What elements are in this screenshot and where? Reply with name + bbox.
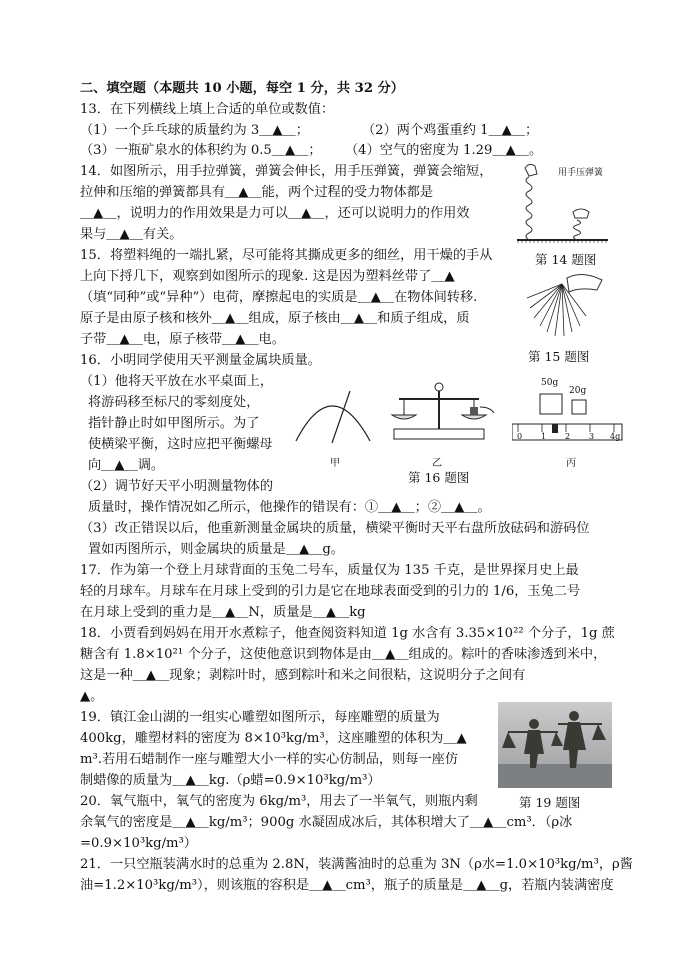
fig16-gauge-jia xyxy=(292,381,374,451)
q17-line3: 在月球上受到的重力是＿▲＿N，质量是＿▲＿kg xyxy=(80,605,366,620)
fig16-caption: 第 16 题图 xyxy=(408,470,470,485)
q13-item4: （4）空气的密度为 1.29＿▲＿。 xyxy=(345,143,543,158)
q14-line1: 14．如图所示，用手拉弹簧，弹簧会伸长，用手压弹簧，弹簧会缩短， xyxy=(80,164,493,179)
q19-line1: 19．镇江金山湖的一组实心雕塑如图所示，每座雕塑的质量为 xyxy=(80,710,440,725)
fig16-label-bing: 丙 xyxy=(566,458,576,469)
q14-line4: 果与＿▲＿有关。 xyxy=(80,227,183,242)
q13-item1: （1）一个乒乓球的质量约为 3＿▲＿； xyxy=(80,123,309,138)
q18-line2: 糖含有 1.8×10²¹ 个分子，这使他意识到物体是由＿▲＿组成的。粽叶的香味渗透到米中， xyxy=(80,647,607,662)
q16-1-line2: 将游码移至标尺的零刻度处， xyxy=(88,395,260,410)
q19-line3: m³.若用石蜡制作一座与雕塑大小一样的实心仿制品，则每一座仿 xyxy=(80,752,459,767)
q15-line3: （填“同种”或“异种”）电荷，摩擦起电的实质是＿▲＿在物体间转移. xyxy=(80,290,478,305)
q20-line3: =0.9×10³kg/m³） xyxy=(80,836,197,851)
q15-line4: 原子是由原子核和核外＿▲＿组成，原子核由＿▲＿和质子组成，质 xyxy=(80,311,470,326)
q13-stem: 13．在下列横线上填上合适的单位或数值： xyxy=(80,102,335,117)
fig16-weight-50g: 50g xyxy=(541,378,559,388)
q21-line2: 油=1.2×10³kg/m³），则该瓶的容积是＿▲＿cm³，瓶子的质量是＿▲＿g，若瓶内装满密度 xyxy=(80,878,614,893)
q16-2-line2: 质量时，操作情况如乙所示，他操作的错误有：①＿▲＿；②＿▲＿。 xyxy=(88,500,491,515)
scale-tick-2: 2 xyxy=(565,432,571,441)
fig14-caption: 第 14 题图 xyxy=(535,252,597,267)
scale-tick-1: 1 xyxy=(541,432,547,441)
q16-3-line1: （3）改正错误以后，他重新测量金属块的质量，横梁平衡时天平右盘所放砝码和游码位 xyxy=(80,521,590,536)
section-title: 二、填空题（本题共 10 小题，每空 1 分，共 32 分） xyxy=(80,81,404,96)
q13-item3: （3）一瓶矿泉水的体积约为 0.5＿▲＿； xyxy=(80,143,322,158)
q16-1-line4: 使横梁平衡，这时应把平衡螺母 xyxy=(88,437,273,452)
q17-line1: 17．作为第一个登上月球背面的玉兔二号车，质量仅为 135 千克，是世界探月史上最 xyxy=(80,563,579,578)
fig19-caption: 第 19 题图 xyxy=(519,795,581,810)
q16-1-line3: 指针静止时如甲图所示。为了 xyxy=(88,416,260,431)
fig16-label-yi: 乙 xyxy=(432,458,442,469)
fig16-balance-yi xyxy=(384,377,496,447)
q18-line4: ▲。 xyxy=(80,689,104,704)
q19-line2: 400kg，雕塑材料的密度为 8×10³kg/m³，这座雕塑的体积为＿▲ xyxy=(80,731,467,746)
q15-line5: 子带＿▲＿电，原子核带＿▲＿电。 xyxy=(80,332,285,347)
q21-line1: 21．一只空瓶装满水时的总重为 2.8N，装满酱油时的总重为 3N（ρ水=1.0×10³kg/m³，ρ酱 xyxy=(80,857,633,872)
q16-1-line1: （1）他将天平放在水平桌面上， xyxy=(80,374,274,389)
q17-line2: 轻的月球车。月球车在月球上受到的引力是它在地球表面受到的引力的 1/6，玉兔二号 xyxy=(80,584,581,599)
q16-2-line1: （2）调节好天平小明测量物体的 xyxy=(80,479,274,494)
q16-3-line2: 置如丙图所示，则金属块的质量是＿▲＿g。 xyxy=(88,542,344,557)
q18-line1: 18．小贾看到妈妈在用开水煮粽子，他查阅资料知道 1g 水含有 3.35×10²² 个分子，1g 蔗 xyxy=(80,626,615,641)
fig16-label-jia: 甲 xyxy=(330,458,340,469)
q16-stem: 16．小明同学使用天平测量金属块质量。 xyxy=(80,353,321,368)
q14-line3: ＿▲＿，说明力的作用效果是力可以＿▲＿，还可以说明力的作用效 xyxy=(80,206,470,221)
q19-line4: 制蜡像的质量为＿▲＿kg.（ρ蜡=0.9×10³kg/m³） xyxy=(80,773,381,788)
fig15-plastic-strands xyxy=(522,268,607,343)
q16-1-line5: 向＿▲＿调。 xyxy=(88,458,165,473)
scale-tick-3: 3 xyxy=(589,432,595,441)
q18-line3: 这是一种＿▲＿现象；剥粽叶时，感到粽叶和米之间很粘，这说明分子之间有 xyxy=(80,668,526,683)
scale-tick-0: 0 xyxy=(517,432,523,441)
fig16-weight-20g: 20g xyxy=(569,386,587,396)
scale-tick-4g: 4g xyxy=(610,432,621,441)
q15-line1: 15．将塑料绳的一端扎紧，尽可能将其撕成更多的细丝，用干燥的手从 xyxy=(80,248,493,263)
q14-line2: 拉伸和压缩的弹簧都具有＿▲＿能，两个过程的受力物体都是 xyxy=(80,185,434,200)
fig15-caption: 第 15 题图 xyxy=(528,349,590,364)
fig19-sculpture-photo xyxy=(498,702,612,788)
q13-item2: （2）两个鸡蛋重约 1＿▲＿； xyxy=(362,123,539,138)
fig14-label: 用手压弹簧 xyxy=(558,168,604,178)
q20-line1: 20．氧气瓶中，氧气的密度为 6kg/m³，用去了一半氧气，则瓶内剩 xyxy=(80,794,478,809)
q20-line2: 余氧气的密度是＿▲＿kg/m³；900g 水凝固成冰后，其体积增大了＿▲＿cm³．（ρ冰 xyxy=(80,815,573,830)
q15-line2: 上向下捋几下，观察到如图所示的现象. 这是因为塑料丝带了＿▲ xyxy=(80,269,455,284)
